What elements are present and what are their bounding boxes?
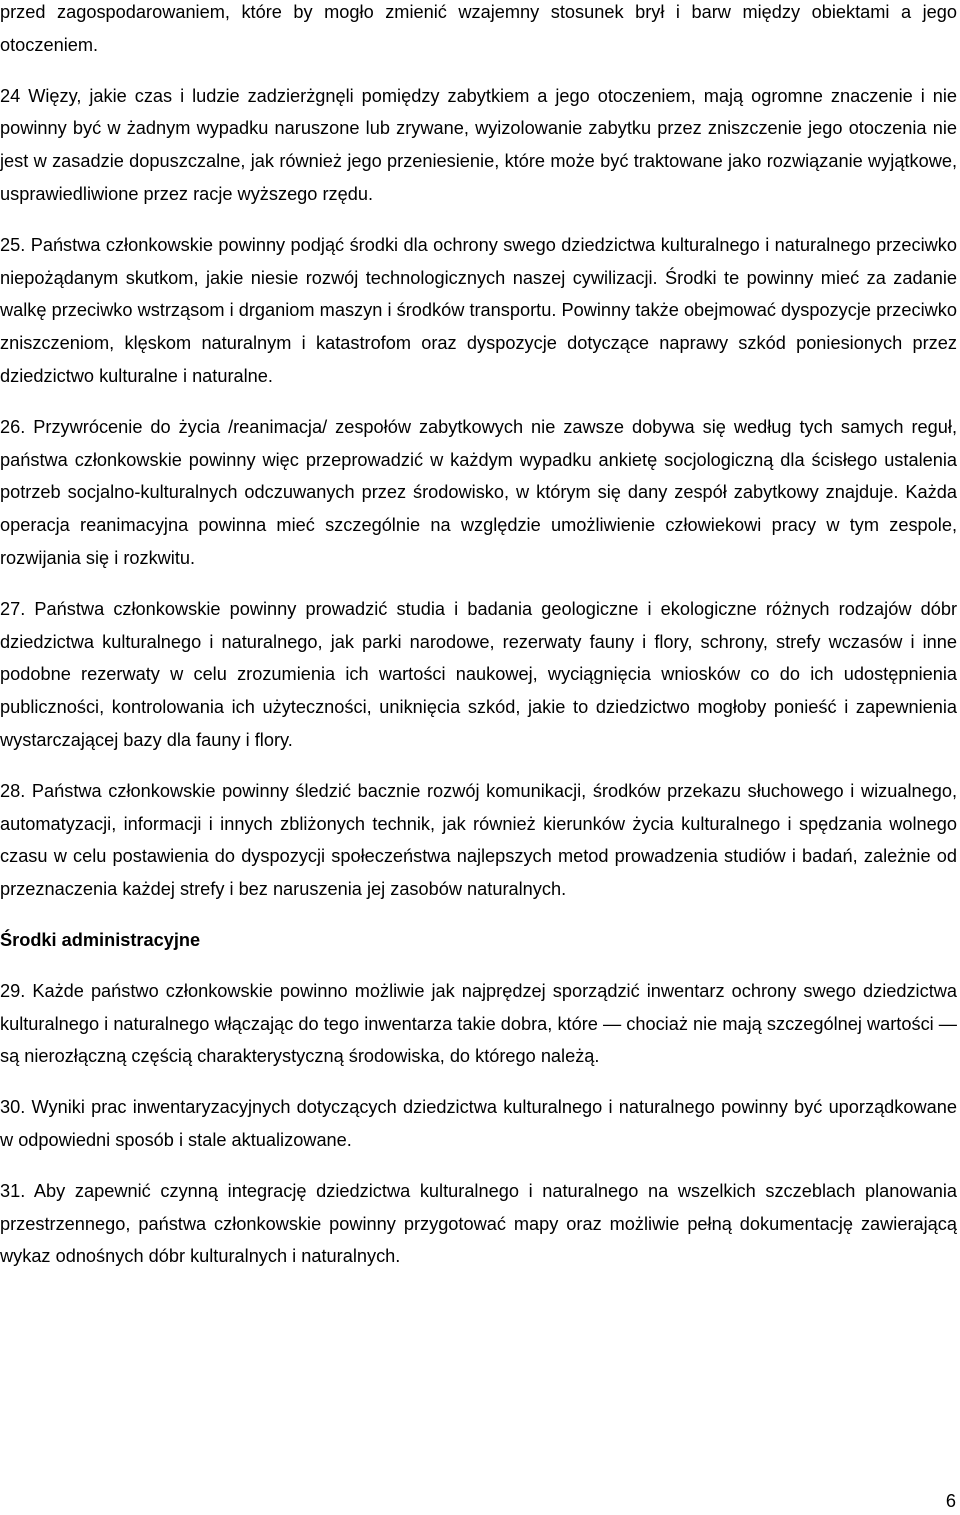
paragraph-30: 30. Wyniki prac inwentaryzacyjnych dotyczących dziedzictwa kulturalnego i naturalnego powinny być uporządkowane w odpowiedni sposób i stale aktualizowane. <box>0 1097 957 1150</box>
paragraph-31: 31. Aby zapewnić czynną integrację dziedzictwa kulturalnego i naturalnego na wszelkich szczeblach planowania przestrzennego, państwa członkowskie powinny przygotować mapy oraz możliwie pełną dokumentację zawierającą wykaz odnośnych dóbr kulturalnych i naturalnych. <box>0 1180 957 1267</box>
page-number: 6 <box>945 1491 956 1511</box>
paragraph-28: 28. Państwa członkowskie powinny śledzić bacznie rozwój komunikacji, środków przekazu słuchowego i wizualnego, automatyzacji, informacji i innych zbliżonych technik, jak również kierunków życia kulturalnego i spędzania wolnego czasu w celu postawienia do dyspozycji społeczeństwa najlepszych metod prowadzenia studiów i badań, zależnie od przeznaczenia każdej strefy i bez naruszenia jej zasobów naturalnych. <box>0 780 957 900</box>
paragraph-24: 24 Więzy, jakie czas i ludzie zadzierżgnęli pomiędzy zabytkiem a jego otoczeniem, mają ogromne znaczenie i nie powinny być w żadnym wypadku naruszone lub zrywane, wyizolowanie zabytku przez zniszczenie jego otoczenia nie jest w zasadzie dopuszczalne, jak również jego przeniesienie, które może być traktowane jako rozwiązanie wyjątkowe, usprawiedliwione przez racje wyższego rzędu. <box>0 85 957 204</box>
paragraph-27: 27. Państwa członkowskie powinny prowadzić studia i badania geologiczne i ekologiczne różnych rodzajów dóbr dziedzictwa kulturalnego i naturalnego, jak parki narodowe, rezerwaty fauny i flory, schrony, strefy wczasów i inne podobne rezerwaty w celu zrozumienia ich wartości naukowej, wyciągnięcia wniosków co do ich udostępnienia publiczności, kontrolowania ich użyteczności, uniknięcia szkód, jakie to dziedzictwo mogłoby ponieść i zapewnienia wystarczającej bazy dla fauny i flory. <box>0 598 957 750</box>
paragraph-29: 29. Każde państwo członkowskie powinno możliwie jak najprędzej sporządzić inwentarz ochrony swego dziedzictwa kulturalnego i naturalnego włączając do tego inwentarza takie dobra, które — chociaż nie mają szczególnej wartości — są nierozłączną częścią charakterystyczną środowiska, do którego należą. <box>0 980 957 1067</box>
section-heading: Środki administracyjne <box>0 929 201 950</box>
paragraph-26: 26. Przywrócenie do życia /reanimacja/ zespołów zabytkowych nie zawsze dobywa się według tych samych reguł, państwa członkowskie powinny więc przeprowadzić w każdym wypadku ankietę socjologiczną dla ścisłego ustalenia potrzeb socjalno-kulturalnych odczuwanych przez środowisko, w którym się dany zespół zabytkowy znajduje. Każda operacja reanimacyjna powinna mieć szczególnie na względzie umożliwienie człowiekowi pracy w tym zespole, rozwijania się i rozkwitu. <box>0 416 957 568</box>
paragraph-25: 25. Państwa członkowskie powinny podjąć środki dla ochrony swego dziedzictwa kulturalnego i naturalnego przeciwko niepożądanym skutkom, jakie niesie rozwój technologicznych naszej cywilizacji. Środki te powinny mieć za zadanie walkę przeciwko wstrząsom i drganiom maszyn i środków transportu. Powinny także obejmować dyspozycje przeciwko zniszczeniom, klęskom naturalnym i katastrofom oraz dyspozycje dotyczące naprawy szkód poniesionych przez dziedzictwo kulturalne i naturalne. <box>0 234 957 386</box>
paragraph-continuation: przed zagospodarowaniem, które by mogło zmienić wzajemny stosunek brył i barw między obiektami a jego otoczeniem. <box>0 2 957 55</box>
